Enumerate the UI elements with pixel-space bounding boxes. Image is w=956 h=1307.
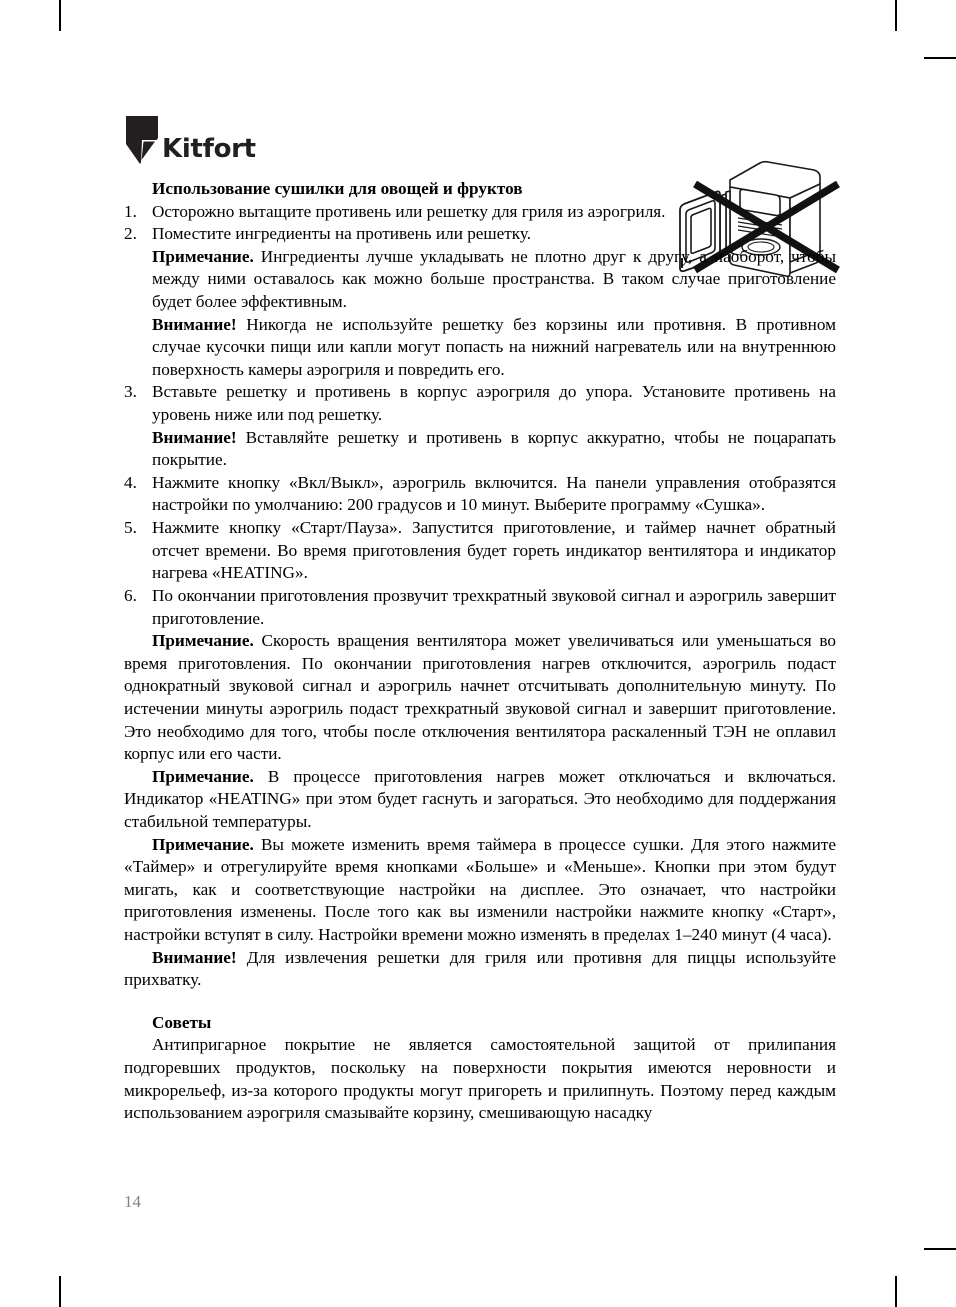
step-text: Поместите ингредиенты на противень или решетку. — [152, 224, 532, 244]
step-text: Вставьте решетку и противень в корпус аэрогриля до упора. Установите противень на уровень ниже или под решетку. — [152, 382, 836, 425]
crop-mark-bottom-right-vertical — [895, 1276, 897, 1307]
tips-heading: Советы — [152, 1012, 212, 1032]
crop-mark-top-left — [59, 0, 61, 31]
step-item-4 — [124, 472, 836, 517]
step-number: 4. — [124, 472, 137, 492]
warning-label: Внимание! — [152, 427, 237, 447]
step-text: Нажмите кнопку «Старт/Пауза». Запустится приготовление, и таймер начнет обратный отсчет времени. Во время приготовления будет гореть индикатор вентилятора и индикатор нагрева «HEATING». — [152, 518, 836, 583]
step-text: Осторожно вытащите противень или решетку для гриля из аэрогриля. — [152, 201, 666, 221]
warning-text: Вставляйте решетку и противень в корпус аккуратно, чтобы не поцарапать покрытие. — [152, 427, 836, 470]
step-number: 6. — [124, 585, 137, 605]
brand-logo — [124, 108, 256, 166]
note-label: Примечание. — [152, 246, 254, 266]
note-label: Примечание. — [152, 834, 254, 854]
page-content — [124, 178, 836, 1125]
instruction-steps — [124, 201, 836, 631]
step-text: По окончании приготовления прозвучит трехкратный звуковой сигнал и аэрогриль завершит приготовление. — [152, 585, 836, 628]
note-text: В процессе приготовления нагрев может отключаться и включаться. Индикатор «HEATING» при этом будет гаснуть и загораться. Это необходимо для поддержания стабильной температуры. — [124, 766, 836, 831]
note-block-1 — [124, 630, 836, 766]
crop-mark-top-right-vertical — [895, 0, 897, 31]
crop-mark-bottom-left — [59, 1276, 61, 1307]
crop-mark-top-right-horizontal — [924, 57, 956, 59]
note-text: Ингредиенты лучше укладывать не плотно друг к другу, а наоборот, чтобы между ними оставалось как можно больше пространства. В таком случае приготовление будет более эффективным. — [152, 246, 837, 311]
note-text: Вы можете изменить время таймера в процессе сушки. Для этого нажмите «Таймер» и отрегулируйте время кнопками «Больше» и «Меньше». Кнопки при этом будут мигать, как и соответствующие настройки на дисплее. Это означает, что настройки приготовления изменены. После того как вы изменили настройки нажмите кнопку «Старт», настройки вступят в силу. Настройки времени можно изменять в пределах 1–240 минут (4 часа). — [124, 834, 836, 945]
step-text: Нажмите кнопку «Вкл/Выкл», аэрогриль включится. На панели управления отобразятся настройки по умолчанию: 200 градусов и 10 минут. Выберите программу «Сушка». — [152, 472, 836, 515]
note-label: Примечание. — [152, 766, 254, 786]
step-number: 5. — [124, 518, 137, 538]
kitfort-flag-icon — [124, 114, 160, 166]
step-warning — [152, 427, 836, 472]
note-block-3 — [124, 834, 836, 947]
step-warning — [152, 314, 836, 382]
section-spacer — [124, 992, 836, 1012]
note-block-2 — [124, 766, 836, 834]
warning-text: Для извлечения решетки для гриля или противня для пиццы используйте прихватку. — [124, 947, 836, 990]
crop-mark-bottom-right-horizontal — [924, 1248, 956, 1250]
warning-text: Никогда не используйте решетку без корзины или противня. В противном случае кусочки пищи или капли могут попасть на нижний нагреватель или на внутреннюю поверхность камеры аэрогриля и повредить его. — [152, 314, 836, 379]
tips-paragraph: Антипригарное покрытие не является самостоятельной защитой от прилипания подгоревших продуктов, поскольку на поверхности покрытия имеются неровности и микрорельеф, из-за которого продукты могут пригореть и прилипнуть. Поэтому перед каждым использованием аэрогриля смазывайте корзину, смешивающую насадку — [124, 1035, 836, 1123]
step-note — [152, 246, 836, 314]
warning-label: Внимание! — [152, 314, 237, 334]
warning-block-final — [124, 947, 836, 992]
step-item-2 — [124, 223, 836, 381]
note-text: Скорость вращения вентилятора может увеличиваться или уменьшаться во время приготовления. По окончании приготовления нагрев отключится, аэрогриль подаст однократный звуковой сигнал и аэрогриль начнет отсчитывать дополнительную минуту. По истечении минуты аэрогриль подаст трехкратный звуковой сигнал и завершит приготовление. Это необходимо для того, чтобы после отключения вентилятора раскаленный ТЭН не оплавил корпус или его части. — [124, 631, 837, 764]
step-number: 1. — [124, 201, 137, 221]
step-number: 2. — [124, 224, 137, 244]
step-item-6 — [124, 585, 836, 630]
brand-name: Kitfort — [162, 134, 256, 164]
step-item-3 — [124, 381, 836, 471]
section-heading: Использование сушилки для овощей и фруктов — [152, 179, 523, 198]
step-item-5 — [124, 517, 836, 585]
step-number: 3. — [124, 382, 137, 402]
page-number: 14 — [124, 1192, 141, 1211]
note-label: Примечание. — [152, 631, 254, 651]
step-item-1 — [124, 201, 836, 224]
warning-label: Внимание! — [152, 947, 237, 967]
